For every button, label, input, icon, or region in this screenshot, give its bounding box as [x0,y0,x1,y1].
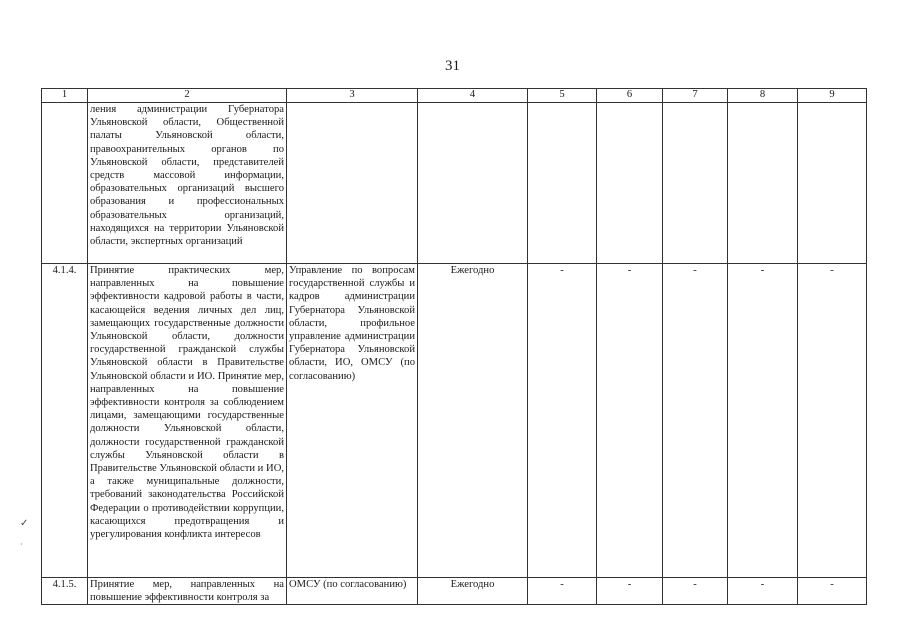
cell-col9 [798,103,867,264]
column-header-4: 4 [418,89,528,103]
table-row [42,578,867,605]
column-header-2: 2 [88,89,287,103]
cell-col6: - [597,264,663,578]
cell-col5: - [528,578,597,605]
column-header-9: 9 [798,89,867,103]
item-number: 4.1.5. [42,578,88,605]
execution-period: Ежегодно [418,264,528,578]
execution-period [418,103,528,264]
column-header-7: 7 [663,89,728,103]
measures-table [41,88,867,605]
column-header-1: 1 [42,89,88,103]
cell-col9: - [798,264,867,578]
item-number: 4.1.4. [42,264,88,578]
measure-description: Принятие мер, направленных на повышение эффективности контроля за [88,578,287,605]
cell-col5: - [528,264,597,578]
cell-col9: - [798,578,867,605]
cell-col6: - [597,578,663,605]
cell-col8: - [728,578,798,605]
table-row [42,103,867,264]
column-header-5: 5 [528,89,597,103]
responsible-party: ОМСУ (по согласованию) [287,578,418,605]
item-number [42,103,88,264]
cell-col8: - [728,264,798,578]
execution-period: Ежегодно [418,578,528,605]
cell-col7: - [663,264,728,578]
column-header-3: 3 [287,89,418,103]
scan-mark: · [20,540,23,549]
cell-col7 [663,103,728,264]
cell-col5 [528,103,597,264]
column-header-8: 8 [728,89,798,103]
cell-col8 [728,103,798,264]
column-header-6: 6 [597,89,663,103]
responsible-party: Управление по вопросам государственной службы и кадров администрации Губернатора Ульяновской области, профильное управление администрации Губернатора Ульяновской области, ИО, ОМСУ (по согласованию) [287,264,418,578]
table-header [42,89,867,103]
measure-description: ления администрации Губернатора Ульяновской области, Общественной палаты Ульяновской области, правоохранительных органов по Ульяновской области, представителей средств массовой информации, образовательных организаций высшего образования и профессиональных образовательных организаций, находящихся на территории Ульяновской области, экспертных организаций [88,103,287,264]
measure-description: Принятие практических мер, направленных на повышение эффективности кадровой работы в части, касающейся ведения личных дел лиц, замещающих государственные должности Ульяновской области, должности государственной гражданской службы Ульяновской области в Правительстве Ульяновской области и ИО. Принятие мер, направленных на повышение эффективности контроля за соблюдением лицами, замещающими государственные должности Ульяновской области, должности государственной гражданской службы Ульяновской области в Правительстве Ульяновской области и ИО, а также муниципальные должности, требований законодательства Российской Федерации о противодействии коррупции, касающихся предотвращения и урегулирования конфликта интересов [88,264,287,578]
page-number: 31 [445,58,460,74]
cell-col7: - [663,578,728,605]
table-row [42,264,867,578]
cell-col6 [597,103,663,264]
responsible-party [287,103,418,264]
scan-mark: ✓ [20,518,29,529]
